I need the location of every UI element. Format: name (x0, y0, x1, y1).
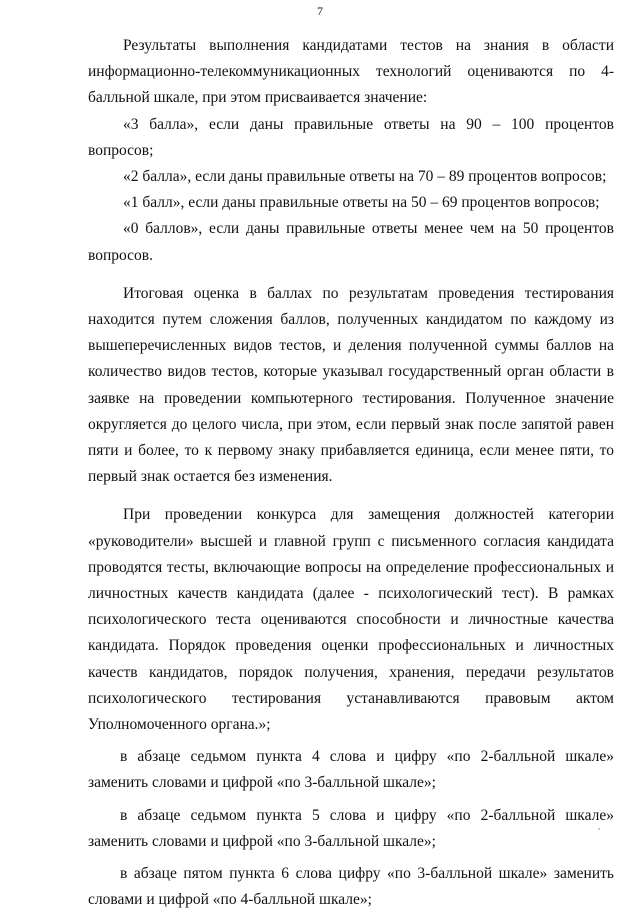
paragraph-score-1: «1 балл», если даны правильные ответы на 50 – 69 процентов вопросов; (123, 194, 600, 212)
document-body (88, 33, 614, 914)
paragraph-score-0: «0 баллов», если даны правильные ответы менее чем на 50 процентов вопросов. (88, 220, 614, 264)
paragraph-score-3: «3 балла», если даны правильные ответы на 90 – 100 процентов вопросов; (88, 115, 614, 159)
paragraph-psychological-test: При проведении конкурса для замещения должностей категории «руководители» высшей и главной групп с письменного согласия кандидата проводятся тесты, включающие вопросы на определение профессиональных и личностных качеств кандидата (далее - психологический тест). В рамках психологического теста оцениваются способности и личностные качества кандидата. Порядок проведения оценки профессиональных и личностных качеств кандидатов, порядок получения, хранения, передачи результатов психологического тестирования устанавливаются правовым актом Уполномоченного органа.»; (88, 506, 614, 734)
page-number: 7 (317, 4, 323, 18)
paragraph-score-2: «2 балла», если даны правильные ответы на 70 – 89 процентов вопросов; (123, 168, 607, 186)
paragraph-amendment-3: в абзаце пятом пункта 6 слова цифру «по 3-балльной шкале» заменить словами и цифрой «по 4-балльной шкале»; (88, 865, 614, 909)
paragraph-amendment-2: в абзаце седьмом пункта 5 слова и цифру «по 2-балльной шкале» заменить словами и цифрой «по 3-балльной шкале»; (88, 806, 614, 850)
scan-speck (598, 828, 600, 830)
paragraph-final-score: Итоговая оценка в баллах по результатам проведения тестирования находится путем сложения баллов, полученных кандидатом по каждому из вышеперечисленных видов тестов, и деления полученной суммы баллов на количество видов тестов, которые указывал государственный орган области в заявке на проведении компьютерного тестирования. Полученное значение округляется до целого числа, при этом, если первый знак после запятой равен пяти и более, то к первому знаку прибавляется единица, если менее пяти, то первый знак остается без изменения. (88, 284, 614, 486)
paragraph-scoring-intro: Результаты выполнения кандидатами тестов на знания в области информационно-телекоммуникационных технологий оцениваются по 4-балльной шкале, при этом присваивается значение: (88, 37, 614, 107)
paragraph-amendment-1: в абзаце седьмом пункта 4 слова и цифру «по 2-балльной шкале» заменить словами и цифрой «по 3-балльной шкале»; (88, 748, 614, 792)
